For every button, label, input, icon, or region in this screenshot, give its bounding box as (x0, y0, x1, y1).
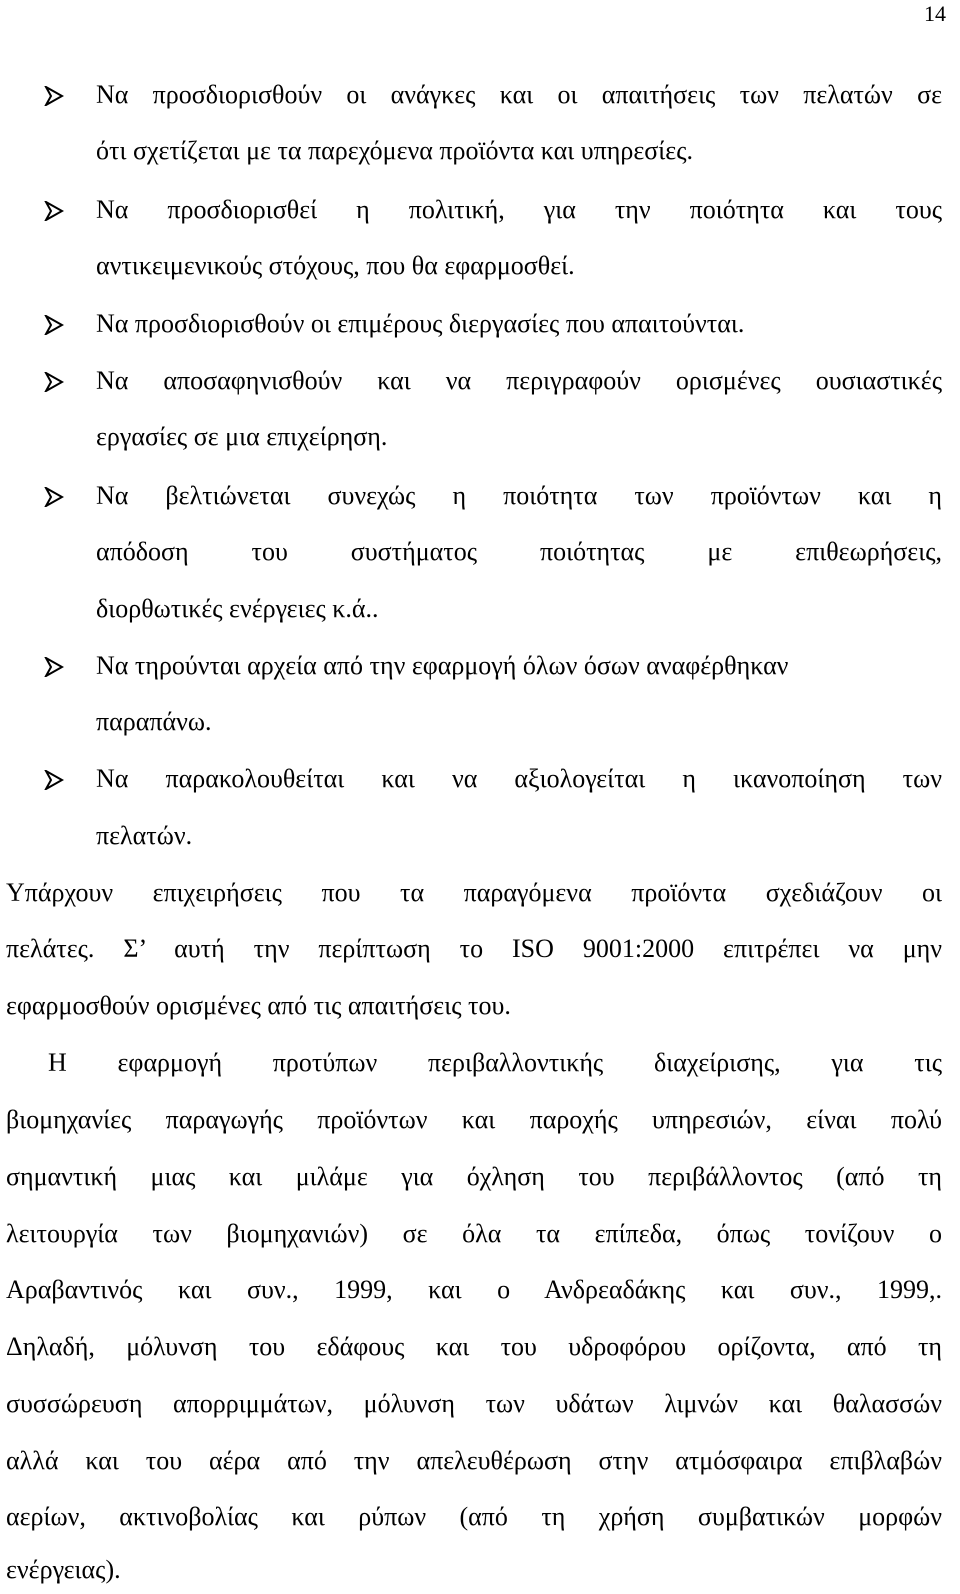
list-item-line: αντικειμενικούς στόχους, που θα εφαρμοσθεί. (96, 251, 575, 280)
list-item-line: πελατών. (96, 821, 193, 850)
list-item-line: ότι σχετίζεται με τα παρεχόμενα προϊόντα και υπηρεσίες. (96, 136, 694, 165)
arrowhead-bullet-icon (42, 479, 68, 513)
paragraph-line: αερίων, ακτινοβολίας και ρύπων (από τη χρήση συμβατικών μορφών (6, 1502, 942, 1531)
list-item-line: Να προσδιορισθεί η πολιτική, για την ποιότητα και τους (96, 195, 942, 224)
arrowhead-bullet-icon (42, 78, 68, 112)
paragraph-line: Η εφαρμογή προτύπων περιβαλλοντικής διαχείρισης, για τις (48, 1048, 942, 1077)
arrowhead-bullet-icon (42, 649, 68, 683)
arrowhead-bullet-icon (42, 364, 68, 398)
paragraph-line: ενέργειας). (6, 1555, 121, 1584)
list-item-line: Να τηρούνται αρχεία από την εφαρμογή όλων όσων αναφέρθηκαν (96, 651, 789, 680)
list-item-line: διορθωτικές ενέργειες κ.ά.. (96, 594, 379, 623)
paragraph-line: Αραβαντινός και συν., 1999, και ο Ανδρεαδάκης και συν., 1999,. (6, 1275, 942, 1304)
arrowhead-bullet-icon (42, 193, 68, 227)
list-item-line: Να προσδιορισθούν οι ανάγκες και οι απαιτήσεις των πελατών σε (96, 80, 942, 109)
paragraph-line: εφαρμοσθούν ορισμένες από τις απαιτήσεις του. (6, 991, 511, 1020)
arrowhead-bullet-icon (42, 762, 68, 796)
list-item-line: Να παρακολουθείται και να αξιολογείται η ικανοποίηση των (96, 764, 942, 793)
paragraph-line: πελάτες. Σ’ αυτή την περίπτωση το ISO 9001:2000 επιτρέπει να μην (6, 934, 942, 963)
paragraph-line: σημαντική μιας και μιλάμε για όχληση του περιβάλλοντος (από τη (6, 1162, 942, 1191)
paragraph-line: αλλά και του αέρα από την απελευθέρωση στην ατμόσφαιρα επιβλαβών (6, 1446, 942, 1475)
paragraph-line: Υπάρχουν επιχειρήσεις που τα παραγόμενα προϊόντα σχεδιάζουν οι (6, 878, 942, 907)
paragraph-line: λειτουργία των βιομηχανιών) σε όλα τα επίπεδα, όπως τονίζουν ο (6, 1219, 942, 1248)
arrowhead-bullet-icon (42, 307, 68, 341)
paragraph-line: βιομηχανίες παραγωγής προϊόντων και παροχής υπηρεσιών, είναι πολύ (6, 1105, 942, 1134)
list-item-line: εργασίες σε μια επιχείρηση. (96, 422, 388, 451)
list-item-line: Να βελτιώνεται συνεχώς η ποιότητα των προϊόντων και η (96, 481, 942, 510)
page-number: 14 (924, 1, 946, 26)
paragraph-line: συσσώρευση απορριμμάτων, μόλυνση των υδάτων λιμνών και θαλασσών (6, 1389, 942, 1418)
paragraph-line: Δηλαδή, μόλυνση του εδάφους και του υδροφόρου ορίζοντα, από τη (6, 1332, 942, 1361)
list-item-line: Να αποσαφηνισθούν και να περιγραφούν ορισμένες ουσιαστικές (96, 366, 942, 395)
list-item-line: παραπάνω. (96, 707, 212, 736)
list-item-line: απόδοση του συστήματος ποιότητας με επιθεωρήσεις, (96, 537, 942, 566)
list-item-line: Να προσδιορισθούν οι επιμέρους διεργασίες που απαιτούνται. (96, 309, 745, 338)
